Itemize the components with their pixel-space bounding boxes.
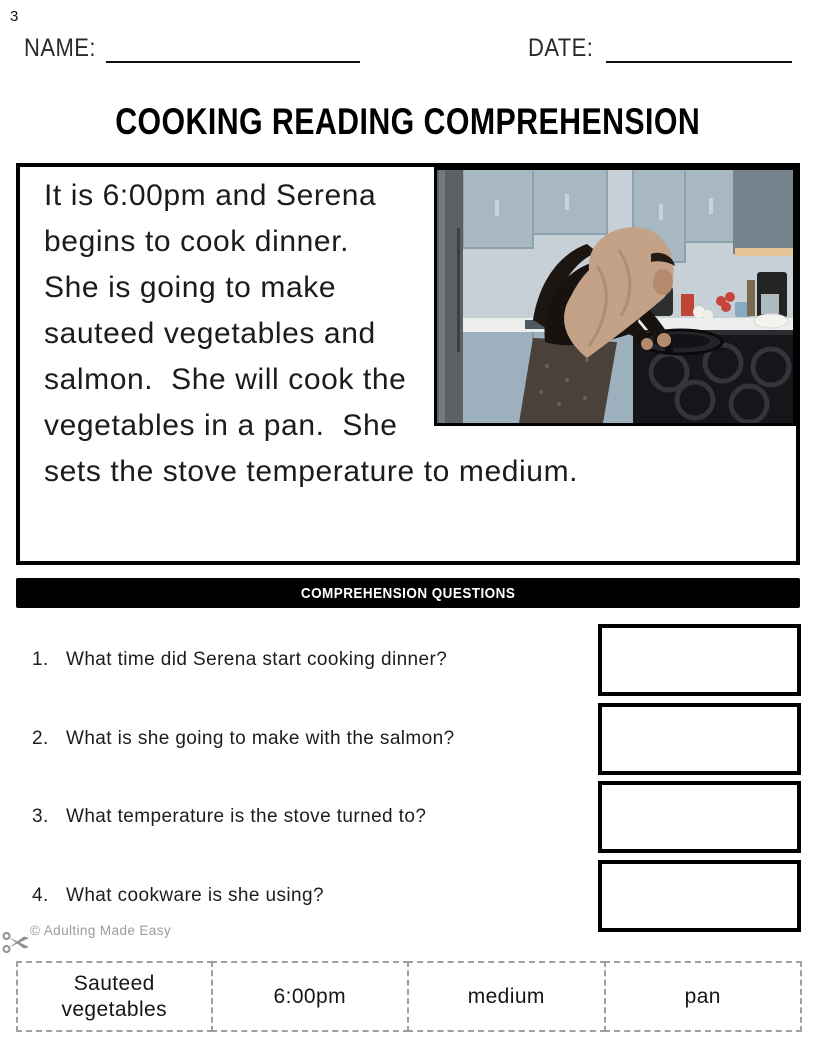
question-row-2 xyxy=(0,703,816,775)
reading-passage-box xyxy=(16,163,800,565)
question-1-number: 1. xyxy=(32,649,49,670)
date-label: DATE: xyxy=(528,34,594,62)
question-row-1 xyxy=(0,624,816,696)
page-title: COOKING READING COMPREHENSION xyxy=(115,101,701,142)
questions-list xyxy=(0,624,816,938)
flour-bowl xyxy=(754,314,788,328)
stove-knob xyxy=(665,346,673,354)
date-blank-line[interactable] xyxy=(606,39,792,63)
question-1-text: What time did Serena start cooking dinner? xyxy=(66,649,448,670)
word-bank xyxy=(16,961,802,1032)
question-row-4 xyxy=(0,860,816,932)
question-3-number: 3. xyxy=(32,806,49,827)
answer-box-3[interactable] xyxy=(598,781,801,853)
page-number: 3 xyxy=(10,8,19,25)
comprehension-questions-heading: COMPREHENSION QUESTIONS xyxy=(300,584,516,602)
hand xyxy=(657,333,671,347)
date-field-group xyxy=(528,34,792,63)
word-bank-item-pan[interactable]: pan xyxy=(604,961,803,1032)
name-field-group xyxy=(24,34,360,63)
question-2-text: What is she going to make with the salmon? xyxy=(66,727,455,749)
scissors-icon xyxy=(2,928,32,961)
word-bank-item-sauteed-vegetables[interactable]: Sauteed vegetables xyxy=(16,961,213,1032)
word-bank-item-600pm[interactable]: 6:00pm xyxy=(211,961,410,1032)
face xyxy=(653,269,673,295)
word-bank-item-medium[interactable]: medium xyxy=(407,961,606,1032)
name-blank-line[interactable] xyxy=(106,39,360,63)
name-label: NAME: xyxy=(24,34,96,62)
answer-box-4[interactable] xyxy=(598,860,801,932)
comprehension-questions-bar xyxy=(16,578,800,608)
kitchen-photo xyxy=(434,167,796,426)
copyright-text: © Adulting Made Easy xyxy=(30,923,172,938)
range-hood xyxy=(733,170,793,254)
answer-box-2[interactable] xyxy=(598,703,801,775)
red-cup xyxy=(681,294,694,316)
question-4-number: 4. xyxy=(32,884,49,906)
question-4-text: What cookware is she using? xyxy=(66,884,324,906)
bottle xyxy=(747,280,755,316)
question-2-number: 2. xyxy=(32,727,49,749)
question-3-text: What temperature is the stove turned to? xyxy=(66,806,427,827)
passage-text: It is 6:00pm and Serena begins to cook dinner. She is going to make sauteed vegetables and salmon. She will cook the vegetables in a pan. She sets the stove temperature to medium. xyxy=(44,179,579,488)
question-row-3 xyxy=(0,781,816,853)
answer-box-1[interactable] xyxy=(598,624,801,696)
